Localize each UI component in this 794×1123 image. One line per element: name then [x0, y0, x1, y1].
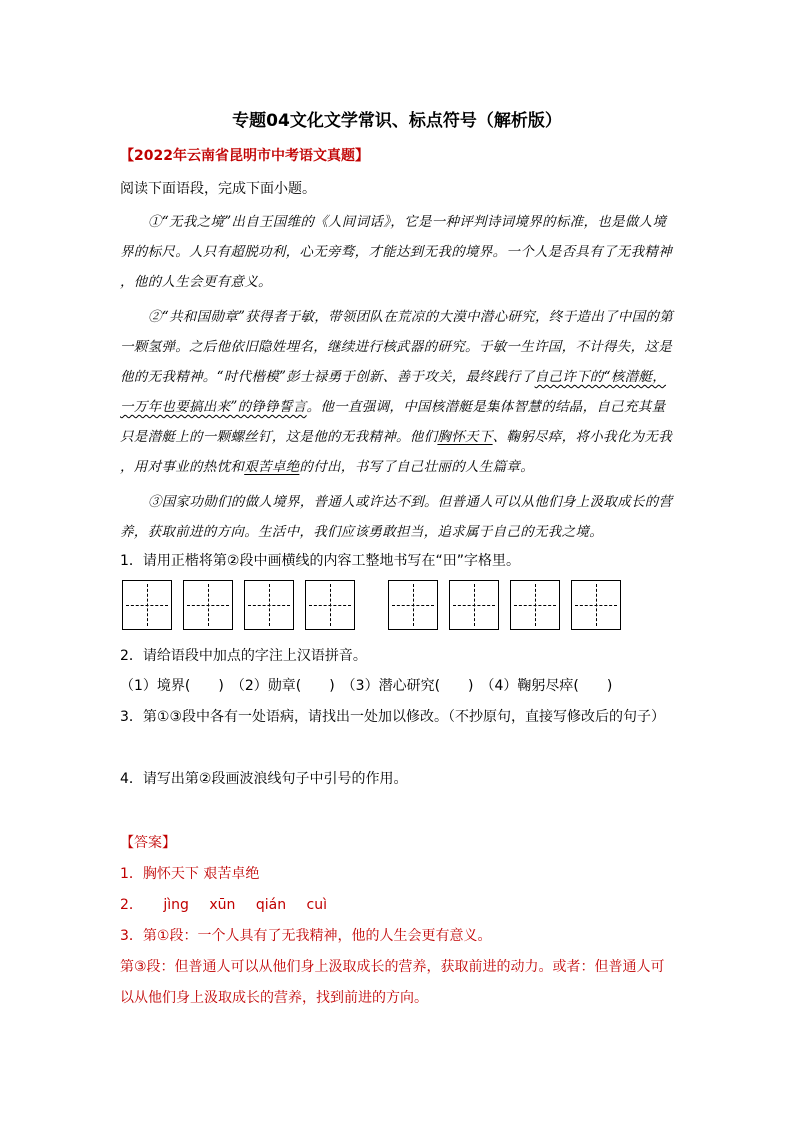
- tian-grid-cell[interactable]: [510, 580, 560, 630]
- answer-2-label: 2．: [120, 897, 143, 913]
- para1-line1: ①“无我之境”出自王国维的《人间词话》，它是一种评判诗词境界的标准，也是做人境: [148, 214, 667, 230]
- tian-grid-cell[interactable]: [122, 580, 172, 630]
- pinyin-4: cuì: [306, 897, 328, 913]
- underlined-phrase-1: 胸怀天下: [437, 429, 493, 445]
- tian-grid-cell[interactable]: [571, 580, 621, 630]
- answer-2: [120, 894, 343, 914]
- para2-line4-plain: 。他一直强调，中国核潜艇是集体智慧的结晶，自己充其量: [306, 399, 666, 415]
- page-title: 专题04文化文学常识、标点符号（解析版）: [232, 111, 562, 131]
- tian-grid-cell[interactable]: [388, 580, 438, 630]
- pinyin-1: jìng: [163, 897, 189, 913]
- para2-wavy-quote-start: 自己许下的“核潜艇，: [534, 369, 667, 385]
- question-4: 4．请写出第②段画波浪线句子中引号的作用。: [120, 771, 408, 787]
- para2-line5: [120, 425, 672, 445]
- pinyin-2: xūn: [209, 897, 236, 913]
- para2-line6: [120, 455, 534, 475]
- question-3: 3．第①③段中各有一处语病，请找出一处加以修改。（不抄原句，直接写修改后的句子）: [120, 709, 666, 725]
- tian-grid-cell[interactable]: [183, 580, 233, 630]
- underlined-phrase-2: 艰苦卓绝: [244, 459, 300, 475]
- para1-line3: ，他的人生会更有意义。: [120, 274, 272, 290]
- question-2: 2．请给语段中加点的字注上汉语拼音。: [120, 648, 367, 664]
- para1-line2: 界的标尺。人只有超脱功利，心无旁骛，才能达到无我的境界。一个人是否具有了无我精神: [120, 244, 672, 260]
- source-heading: 【2022年云南省昆明市中考语文真题】: [120, 148, 369, 164]
- answer-3-line2: 第③段：但普通人可以从他们身上汲取成长的营养，获取前进的动力。或者：但普通人可: [120, 959, 665, 975]
- para2-line5-plain: 只是潜艇上的一颗螺丝钉，这是他的无我精神。他们: [120, 429, 438, 445]
- para2-line6-plain: ，用对事业的热忱和: [120, 459, 245, 475]
- answer-1: 1．胸怀天下 艰苦卓绝: [120, 866, 260, 882]
- para2-line3: [120, 365, 666, 385]
- instruction-text: 阅读下面语段，完成下面小题。: [120, 181, 316, 197]
- tian-grid-cell[interactable]: [244, 580, 294, 630]
- answer-3-line3: 以从他们身上汲取成长的营养，找到前进的方向。: [120, 990, 428, 1006]
- para2-line2: 一颗氢弹。之后他依旧隐姓埋名，继续进行核武器的研究。于敏一生许国，不计得失，这是: [120, 339, 672, 355]
- para2-line4: [120, 395, 665, 415]
- para2-line1: ②“共和国勋章”获得者于敏，带领团队在荒凉的大漠中潜心研究，终于造出了中国的第: [148, 309, 674, 325]
- para2-wavy-quote-end: 一万年也要搞出来”的铮铮誓言: [120, 399, 307, 415]
- tian-grid-cell[interactable]: [305, 580, 355, 630]
- para2-line3-plain: 他的无我精神。“时代楷模”彭士禄勇于创新、善于攻关，最终践行了: [120, 369, 535, 385]
- tian-grid-row: [122, 580, 682, 632]
- question-2-items: （1）境界( ) （2）勋章( ) （3）潜心研究( ) （4）鞠躬尽瘁( ): [120, 678, 613, 694]
- pinyin-3: qián: [255, 897, 287, 913]
- tian-grid-cell[interactable]: [449, 580, 499, 630]
- para3-line1: ③国家功勋们的做人境界，普通人或许达不到。但普通人可以从他们身上汲取成长的营: [148, 494, 673, 510]
- answer-heading: 【答案】: [120, 835, 176, 851]
- question-1: 1．请用正楷将第②段中画横线的内容工整地书写在“田”字格里。: [120, 553, 520, 569]
- answer-3-line1: 3．第①段：一个人具有了无我精神，他的人生会更有意义。: [120, 928, 492, 944]
- para2-line6-rest: 的付出，书写了自己壮丽的人生篇章。: [299, 459, 535, 475]
- para3-line2: 养，获取前进的方向。生活中，我们应该勇敢担当，追求属于自己的无我之境。: [120, 524, 603, 540]
- para2-line5-rest: 、鞠躬尽瘁，将小我化为无我: [492, 429, 673, 445]
